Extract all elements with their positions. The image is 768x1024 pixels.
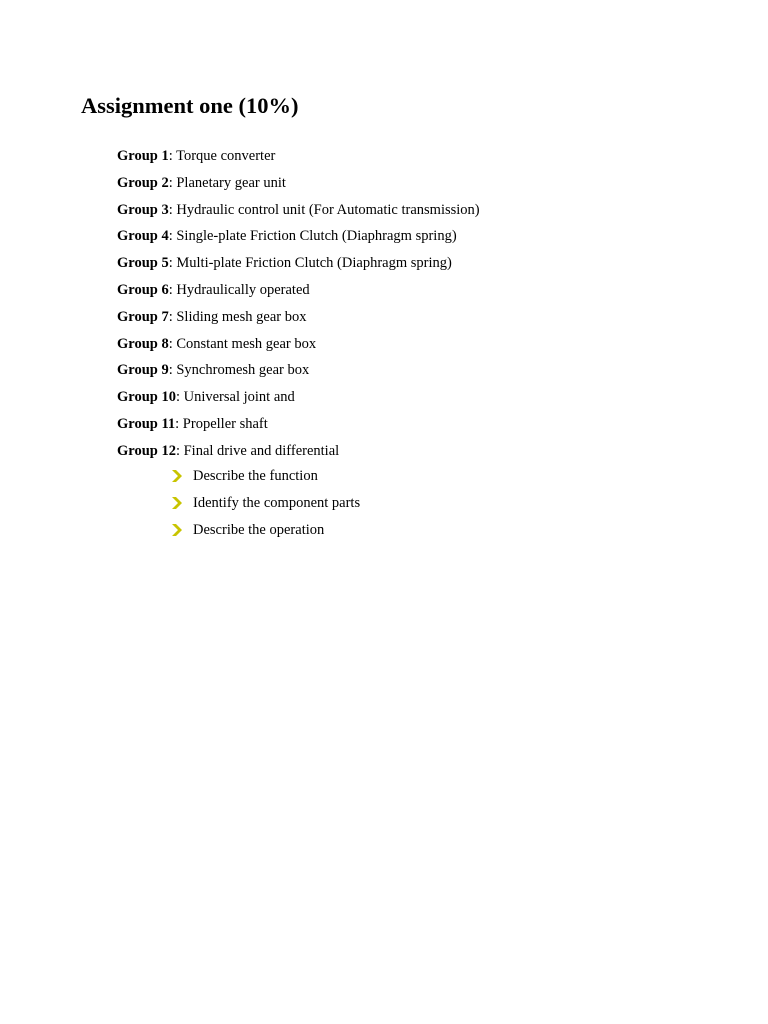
group-topic: : Universal joint and (175, 389, 295, 406)
arrow-bullet-icon (171, 517, 193, 544)
group-item (117, 438, 480, 465)
group-label: Group 1 (117, 148, 169, 164)
group-label: Group 10 (117, 389, 176, 406)
group-label: Group 4 (117, 228, 169, 245)
group-topic: : Hydraulically operated (168, 281, 310, 298)
group-label: Group 6 (117, 281, 169, 298)
group-topic: : Hydraulic control unit (For Automatic transmission) (168, 201, 480, 218)
group-topic: : Sliding mesh gear box (168, 308, 307, 325)
group-label: Group 12 (117, 442, 176, 459)
group-topic: : Final drive and differential (175, 442, 340, 459)
task-item (171, 517, 360, 544)
group-topic: : Torque converter (168, 148, 276, 164)
group-item (117, 197, 480, 224)
group-item (117, 223, 480, 250)
group-label: Group 8 (117, 335, 169, 352)
group-item (117, 411, 480, 438)
group-label: Group 9 (117, 362, 169, 379)
group-label: Group 2 (117, 174, 169, 191)
task-text: Identify the component parts (193, 494, 361, 511)
group-item (117, 304, 480, 331)
group-topic: : Synchromesh gear box (168, 362, 310, 379)
group-topic: : Single-plate Friction Clutch (Diaphragm spring) (168, 228, 457, 245)
group-item (117, 170, 480, 197)
arrow-bullet-icon (171, 490, 193, 517)
group-label: Group 11 (117, 415, 176, 432)
group-label: Group 7 (117, 308, 169, 325)
group-item (117, 357, 480, 384)
task-item (171, 490, 360, 517)
group-item (117, 143, 480, 170)
task-text: Describe the operation (193, 521, 325, 538)
group-item (117, 331, 480, 358)
group-topic: : Multi-plate Friction Clutch (Diaphragm spring) (168, 255, 452, 272)
group-topic: : Planetary gear unit (168, 174, 286, 191)
task-list (171, 463, 360, 543)
group-label: Group 5 (117, 255, 169, 272)
group-item (117, 384, 480, 411)
task-item (171, 463, 360, 490)
group-list (117, 143, 480, 465)
group-topic: : Propeller shaft (175, 415, 268, 432)
assignment-title: Assignment one (10%) (81, 93, 299, 118)
arrow-bullet-icon (171, 463, 193, 490)
group-item (117, 250, 480, 277)
task-text: Describe the function (193, 468, 318, 484)
group-label: Group 3 (117, 201, 169, 218)
group-item (117, 277, 480, 304)
group-topic: : Constant mesh gear box (168, 335, 317, 352)
